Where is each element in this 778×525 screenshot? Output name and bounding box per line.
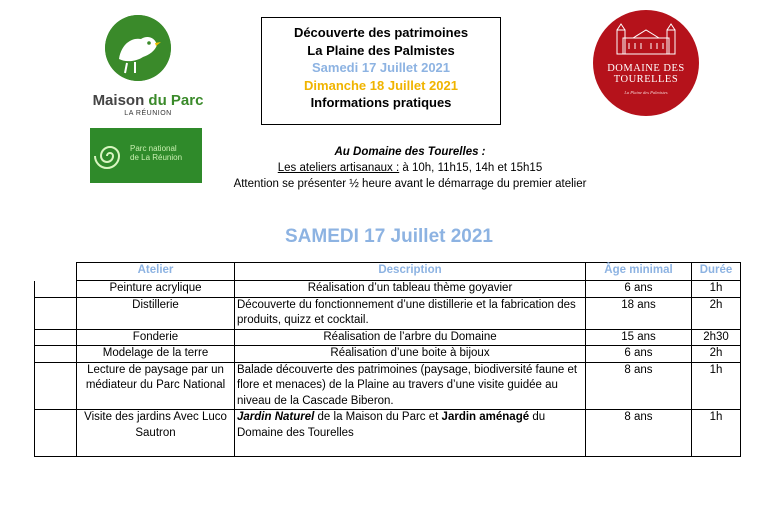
spiral-emblem-icon: [90, 128, 130, 183]
header-duree: Durée: [692, 263, 741, 281]
intro-block: [150, 144, 670, 192]
duree-cell: 1h: [692, 281, 741, 298]
description-cell: Réalisation de l’arbre du Domaine: [235, 329, 586, 346]
castle-icon: [593, 10, 699, 60]
jardin-amenage-text: Jardin aménagé: [441, 411, 530, 423]
header-age: Âge minimal: [586, 263, 692, 281]
age-cell: 18 ans: [586, 297, 692, 329]
description-cell: Découverte du fonctionnement d’une distillerie et la fabrication des produits, quizz et cocktail.: [235, 297, 586, 329]
duree-cell: 1h: [692, 410, 741, 457]
duree-cell: 2h: [692, 346, 741, 363]
ateliers-label: Les ateliers artisanaux :: [277, 162, 400, 174]
atelier-cell: Modelage de la terre: [77, 346, 235, 363]
atelier-cell: Distillerie: [77, 297, 235, 329]
parc-national-line1: Parc national: [130, 144, 177, 153]
description-cell: Jardin Naturel de la Maison du Parc et Jardin aménagé du Domaine des Tourelles: [235, 410, 586, 457]
event-header-box: [261, 17, 501, 125]
header-atelier: Atelier: [77, 263, 235, 281]
domaine-name-line2: TOURELLES: [613, 74, 679, 85]
table-row: [35, 362, 741, 410]
atelier-cell: Fonderie: [77, 329, 235, 346]
schedule-table: [34, 262, 741, 457]
table-header-row: [35, 263, 741, 281]
domaine-subtitle: La Plaine des Palmistes: [624, 90, 668, 95]
table-row: [35, 297, 741, 329]
header-location: La Plaine des Palmistes: [307, 42, 455, 58]
maison-du-parc-subtitle: LA RÉUNION: [124, 110, 172, 117]
domaine-des-tourelles-logo: [593, 10, 699, 116]
maison-du-parc-name: Maison du Parc: [92, 92, 204, 109]
day-title: SAMEDI 17 Juillet 2021: [284, 226, 494, 247]
age-cell: 8 ans: [586, 362, 692, 410]
header-sunday: Dimanche 18 Juillet 2021: [304, 77, 458, 93]
description-cell: Réalisation d’un tableau thème goyavier: [235, 281, 586, 298]
header-saturday: Samedi 17 Juillet 2021: [311, 60, 451, 75]
age-cell: 8 ans: [586, 410, 692, 457]
venue-line: Au Domaine des Tourelles :: [334, 146, 486, 158]
duree-cell: 1h: [692, 362, 741, 410]
atelier-cell: Lecture de paysage par un médiateur du Parc National: [77, 362, 235, 410]
atelier-cell: Peinture acrylique: [77, 281, 235, 298]
table-row: [35, 329, 741, 346]
age-cell: 6 ans: [586, 281, 692, 298]
maison-du-parc-logo: [78, 12, 218, 122]
header-info: Informations pratiques: [310, 95, 452, 110]
atelier-cell: Visite des jardins Avec Luco Sautron: [77, 410, 235, 457]
ateliers-times: à 10h, 11h15, 14h et 15h15: [399, 162, 543, 174]
header-description: Description: [235, 263, 586, 281]
domaine-name-line1: DOMAINE DES: [607, 63, 685, 74]
jardin-naturel-text: Jardin Naturel: [237, 411, 315, 423]
age-cell: 6 ans: [586, 346, 692, 363]
header-title: Découverte des patrimoines: [293, 25, 469, 40]
description-cell: Réalisation d’une boite à bijoux: [235, 346, 586, 363]
table-row: [35, 410, 741, 457]
arrival-notice: Attention se présenter ½ heure avant le démarrage du premier atelier: [233, 178, 587, 190]
duree-cell: 2h: [692, 297, 741, 329]
table-row: [35, 346, 741, 363]
description-cell: Balade découverte des patrimoines (paysage, biodiversité faune et flore et menaces) de la Plaine au travers d’une visite guidée au niveau de la Cascade Biberon.: [235, 362, 586, 410]
age-cell: 15 ans: [586, 329, 692, 346]
ateliers-line: [150, 160, 670, 176]
duree-cell: 2h30: [692, 329, 741, 346]
table-row: [35, 281, 741, 298]
bird-emblem-icon: [105, 15, 171, 81]
parc-national-line2: de La Réunion: [130, 153, 183, 162]
